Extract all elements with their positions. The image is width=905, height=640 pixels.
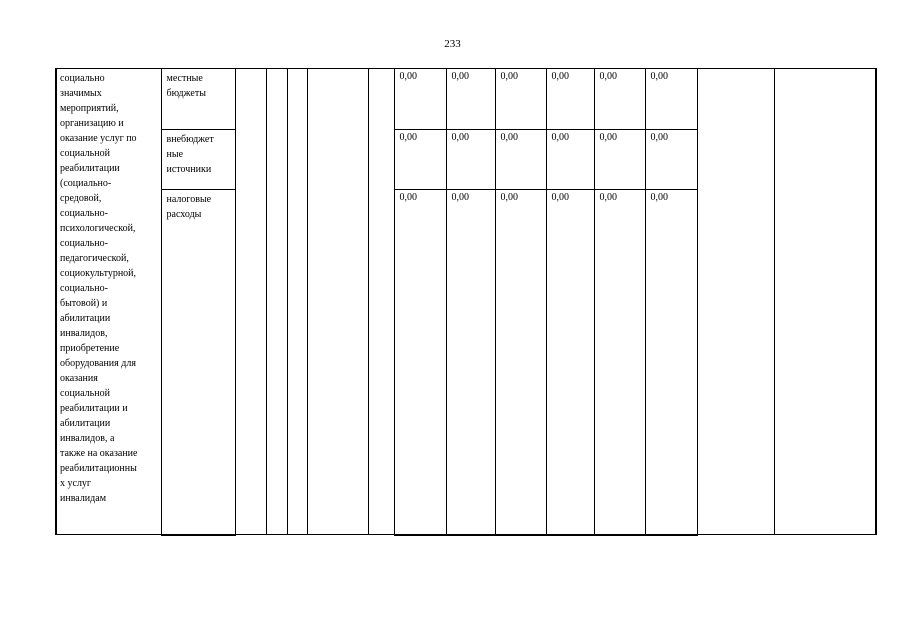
funding-source-cell — [161, 69, 235, 130]
value-cell: 0,00 — [594, 69, 645, 130]
description-line: инвалидов, а — [60, 433, 115, 444]
value-cell: 0,00 — [546, 130, 594, 190]
value-cell: 0,00 — [546, 190, 594, 535]
empty-cell — [368, 69, 394, 535]
value-cell: 0,00 — [594, 190, 645, 535]
measure-description-cell — [56, 69, 161, 535]
page-number: 233 — [444, 38, 461, 50]
empty-cell — [774, 69, 876, 535]
description-line: средовой, — [60, 193, 102, 204]
description-line: социально- — [60, 238, 108, 249]
description-line: социальной — [60, 388, 110, 399]
description-line: (социально- — [60, 178, 112, 189]
description-line: педагогической, — [60, 253, 129, 264]
table-row — [56, 69, 876, 130]
description-line: социально — [60, 73, 105, 84]
value-cell: 0,00 — [645, 190, 697, 535]
empty-cell — [266, 69, 287, 535]
value-cell: 0,00 — [645, 130, 697, 190]
funding-source-line: источники — [166, 164, 212, 175]
description-line: психологической, — [60, 223, 136, 234]
description-line: социально- — [60, 208, 108, 219]
description-line: абилитации — [60, 418, 111, 429]
empty-cell — [697, 69, 774, 535]
description-line: реабилитационны — [60, 463, 137, 474]
description-line: бытовой) и — [60, 298, 108, 309]
value-cell: 0,00 — [394, 130, 446, 190]
value-cell: 0,00 — [394, 190, 446, 535]
measure-description — [60, 71, 158, 506]
value-cell: 0,00 — [495, 130, 546, 190]
description-line: организацию и — [60, 118, 124, 129]
funding-source-cell — [161, 130, 235, 190]
value-cell: 0,00 — [446, 69, 495, 130]
empty-cell — [287, 69, 307, 535]
description-line: оказания — [60, 373, 98, 384]
description-line: социальной — [60, 148, 110, 159]
description-line: значимых — [60, 88, 102, 99]
value-cell: 0,00 — [495, 190, 546, 535]
description-line: инвалидам — [60, 493, 107, 504]
description-line: х услуг — [60, 478, 92, 489]
value-cell: 0,00 — [645, 69, 697, 130]
funding-source-line: расходы — [166, 209, 202, 220]
empty-cell — [307, 69, 368, 535]
value-cell: 0,00 — [446, 190, 495, 535]
empty-cell — [235, 69, 266, 535]
description-line: инвалидов, — [60, 328, 108, 339]
funding-source-line: местные — [166, 73, 203, 84]
value-cell: 0,00 — [594, 130, 645, 190]
description-line: также на оказание — [60, 448, 138, 459]
funding-source-line: ные — [166, 149, 184, 160]
value-cell: 0,00 — [446, 130, 495, 190]
description-line: абилитации — [60, 313, 111, 324]
description-line: реабилитации — [60, 163, 120, 174]
funding-source-line: внебюджет — [166, 134, 214, 145]
description-line: оказание услуг по — [60, 133, 137, 144]
description-line: оборудования для — [60, 358, 136, 369]
budget-table — [55, 68, 877, 536]
value-cell: 0,00 — [495, 69, 546, 130]
description-line: социально- — [60, 283, 108, 294]
funding-source-line: налоговые — [166, 194, 212, 205]
description-line: приобретение — [60, 343, 120, 354]
funding-source-cell — [161, 190, 235, 535]
description-line: мероприятий, — [60, 103, 119, 114]
value-cell: 0,00 — [394, 69, 446, 130]
description-line: реабилитации и — [60, 403, 128, 414]
funding-source-line: бюджеты — [166, 88, 206, 99]
description-line: социокультурной, — [60, 268, 137, 279]
value-cell: 0,00 — [546, 69, 594, 130]
